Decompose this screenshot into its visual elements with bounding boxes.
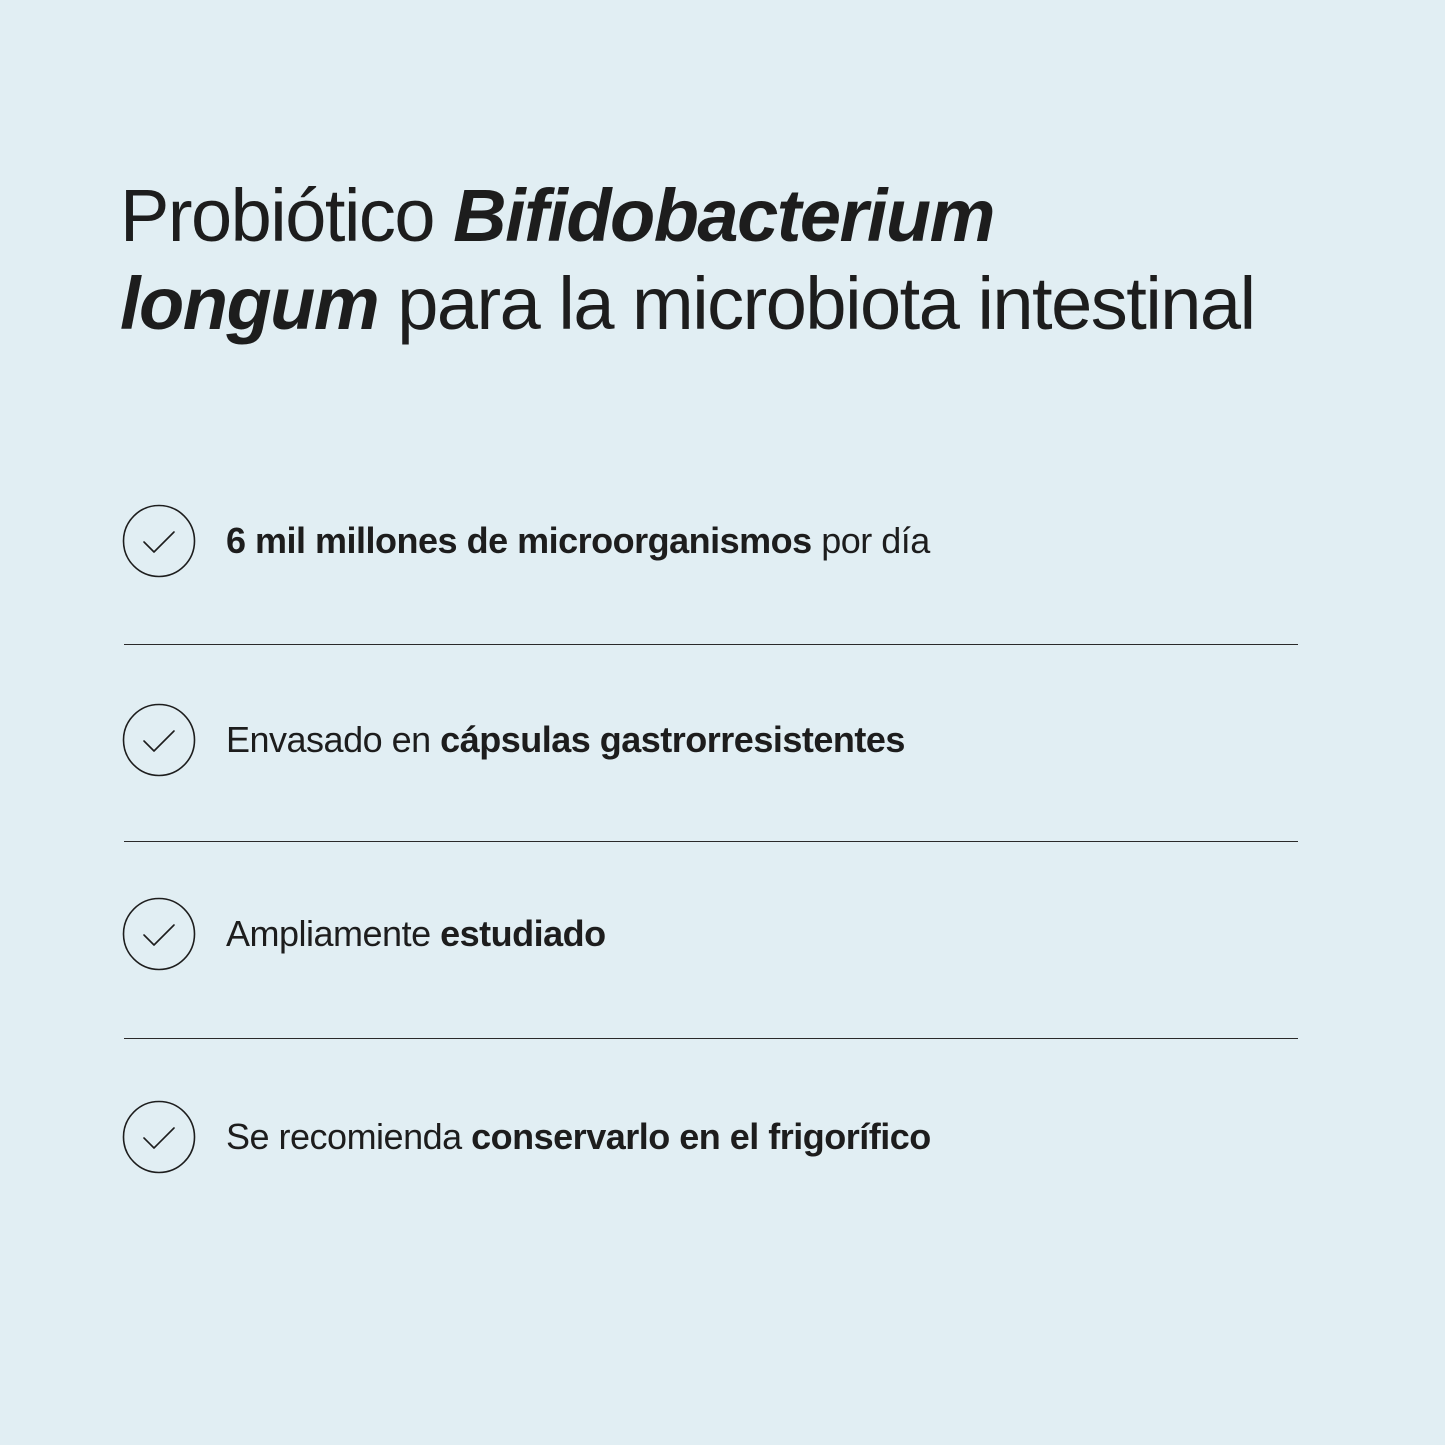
title-emphasis-1: Bifidobacterium — [453, 174, 994, 257]
feature-item-refrigerate — [122, 1098, 1302, 1176]
check-circle-icon — [122, 703, 196, 777]
feature-bold: cápsulas gastrorresistentes — [440, 719, 905, 760]
divider — [124, 841, 1298, 842]
check-circle-icon — [122, 504, 196, 578]
feature-text — [226, 1116, 931, 1158]
divider — [124, 1038, 1298, 1039]
feature-item-microorganisms — [122, 502, 1302, 580]
feature-lead: Envasado en — [226, 719, 441, 760]
check-circle-icon — [122, 897, 196, 971]
title-part-1: Probiótico — [120, 174, 454, 257]
page-title — [120, 172, 1350, 348]
title-emphasis-2: longum — [120, 262, 379, 345]
feature-lead: Se recomienda — [226, 1116, 472, 1157]
feature-bold: estudiado — [440, 913, 606, 954]
divider — [124, 644, 1298, 645]
feature-bold: conservarlo en el frigorífico — [471, 1116, 931, 1157]
title-part-2: para la microbiota intestinal — [378, 262, 1255, 345]
feature-item-studied — [122, 895, 1302, 973]
feature-lead: Ampliamente — [226, 913, 441, 954]
check-circle-icon — [122, 1100, 196, 1174]
feature-bold: 6 mil millones de microorganismos — [226, 520, 812, 561]
feature-item-capsules — [122, 701, 1302, 779]
feature-text — [226, 913, 606, 955]
feature-tail: por día — [811, 520, 930, 561]
feature-text — [226, 719, 905, 761]
feature-text — [226, 520, 930, 562]
